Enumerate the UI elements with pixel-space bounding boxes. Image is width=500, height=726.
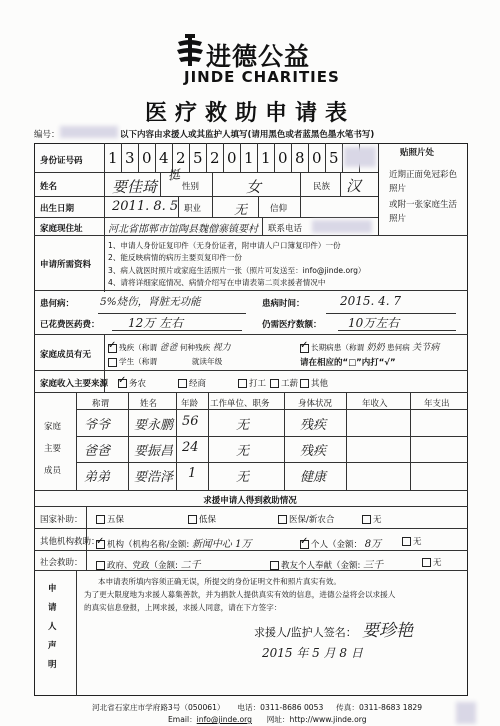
member-health: 残疾 xyxy=(300,418,327,433)
member-name: 要振昌 xyxy=(134,444,174,459)
national-aid-label: 国家补助： xyxy=(40,515,83,525)
other-none-label: 无 xyxy=(413,537,422,547)
org-name-cn: 进德公益 xyxy=(206,42,311,71)
id-digit: 0 xyxy=(312,149,322,167)
declaration-line: 的真实信息登报，上网求援，求援人同意，请在下方签字： xyxy=(84,603,282,612)
footer-site-link[interactable]: http://www.jinde.org xyxy=(289,715,367,724)
id-digit: 1 xyxy=(244,149,254,167)
illness-time-value: 2015. 4. 7 xyxy=(340,294,402,308)
min-living-checkbox[interactable] xyxy=(188,515,197,524)
footer-phone: 0311-8686 0053 xyxy=(260,703,324,712)
members-label-1: 家庭 xyxy=(44,422,62,432)
material-item: 2、能反映病情的病历主要页复印件一份 xyxy=(108,253,242,262)
school-label: 就读年级 xyxy=(191,357,223,366)
footer-email-link[interactable]: info@jinde.org xyxy=(196,715,252,724)
id-digit: 4 xyxy=(159,149,169,167)
id-digit: 1 xyxy=(261,149,271,167)
id-digit: 5 xyxy=(193,149,203,167)
other-individual-label: 个人（金额： xyxy=(311,540,363,550)
income-label: 家庭收入主要来源 xyxy=(40,379,109,389)
id-digits xyxy=(104,143,378,172)
religion-label: 信仰 xyxy=(270,204,288,214)
member-relation: 弟弟 xyxy=(84,470,111,485)
income-farming-checkbox[interactable] xyxy=(118,379,127,388)
redacted-phone xyxy=(312,220,372,233)
id-digit: 1 xyxy=(108,149,118,167)
footer-email-label: Email： xyxy=(168,715,197,724)
material-item: 3、病人就医时照片或家庭生活照片一张（照片可发送至：info@jinde.org） xyxy=(108,266,366,275)
id-overwrite: 挺 xyxy=(167,167,182,183)
income-option: 工薪 xyxy=(281,379,299,389)
social-individual-value: 三千 xyxy=(363,560,384,571)
other-aid-label: 其他机构救助： xyxy=(40,537,100,547)
gender-label: 性别 xyxy=(182,182,200,192)
member-age: 24 xyxy=(182,440,199,455)
phone-label: 联系电话 xyxy=(268,224,303,234)
disabled-type: 视力 xyxy=(212,343,231,353)
need-label: 仍需医疗数额： xyxy=(262,320,322,330)
other-org-label: 机构（机构名称/金额: xyxy=(107,540,190,550)
col-header: 工作单位、职务 xyxy=(210,399,270,409)
income-other-checkbox[interactable] xyxy=(300,379,309,388)
col-header: 年龄 xyxy=(181,399,199,409)
id-label: 身份证号码 xyxy=(40,156,83,166)
member-work: 无 xyxy=(236,418,250,433)
chronic-type-label: 患何病 xyxy=(387,343,410,352)
gender-value: 女 xyxy=(246,178,262,196)
id-digit: 8 xyxy=(295,149,305,167)
other-individual-checkbox[interactable] xyxy=(300,540,309,549)
illness-value: 5%烧伤，肾脏无功能 xyxy=(100,296,201,308)
footer-phone-label: 电话： xyxy=(237,703,261,712)
col-header: 年收入 xyxy=(362,399,388,409)
income-salary-checkbox[interactable] xyxy=(270,379,279,388)
illness-time-label: 患病时间： xyxy=(262,299,305,309)
photo-line-1: 近期正面免冠彩色 xyxy=(389,170,458,180)
member-health: 残疾 xyxy=(300,444,327,459)
chronic-type: 关节病 xyxy=(412,343,440,353)
id-digit: 0 xyxy=(278,149,288,167)
member-work: 无 xyxy=(236,444,250,459)
form-title: 医疗救助申请表 xyxy=(144,100,355,126)
disabled-type-label: 何种残疾 xyxy=(179,343,211,352)
declaration-line: 为了更大限度地为求援人募集善款，并为捐款人提供真实有效的信息，进德公益将会以求援人 xyxy=(84,590,396,599)
insurance-checkbox[interactable] xyxy=(278,515,287,524)
national-option: 五保 xyxy=(107,515,125,525)
member-name: 要浩泽 xyxy=(134,470,174,485)
income-option: 其他 xyxy=(311,379,329,389)
declaration-line: 本申请表所填内容须正确无误，所提交的身份证明文件和照片真实有效。 xyxy=(98,577,341,586)
job-value: 无 xyxy=(234,203,248,218)
member-age: 1 xyxy=(188,466,197,481)
job-label: 职业 xyxy=(184,204,202,214)
student-label: 学生（称谓 xyxy=(119,357,157,366)
footer-fax-label: 传真： xyxy=(336,703,359,712)
photo-line-4: 照片 xyxy=(389,214,407,224)
national-option: 低保 xyxy=(199,515,217,525)
member-name: 要永鹏 xyxy=(134,418,174,433)
other-org-value: 新闻中心 1万 xyxy=(191,539,252,550)
member-relation: 爸爸 xyxy=(84,444,111,459)
footer-address: 河北省石家庄市学府路3号（050061） xyxy=(92,703,225,712)
family-status-label: 家庭成员有无 xyxy=(40,350,92,360)
income-option: 打工 xyxy=(249,379,267,389)
col-header: 姓名 xyxy=(140,399,158,409)
social-gov-checkbox[interactable] xyxy=(96,561,105,570)
signature: 要珍艳 xyxy=(362,621,413,641)
national-option: 无 xyxy=(373,515,382,525)
disabled-relation: 爸爸 xyxy=(159,343,178,353)
birth-value: 2011. 8. 5 xyxy=(112,199,179,214)
social-none-checkbox[interactable] xyxy=(422,558,431,567)
chronic-checkbox[interactable] xyxy=(300,344,309,353)
id-digit: 5 xyxy=(329,149,339,167)
redacted-id-digits xyxy=(344,147,376,167)
material-item: 1、申请人身份证复印件（无身份证者，附申请人户口簿复印件）一份 xyxy=(108,241,341,250)
id-digit: 0 xyxy=(227,149,237,167)
social-aid-label: 社会救助： xyxy=(40,558,83,568)
photo-line-2: 照片 xyxy=(389,184,407,194)
photo-title: 贴照片处 xyxy=(400,148,435,158)
social-gov-value: 二千 xyxy=(180,560,201,571)
name-label: 姓名 xyxy=(40,182,58,192)
material-item: 4、请将详细家庭情况、病情介绍写在申请表第二页求援者情况中 xyxy=(108,278,326,287)
national-option: 医保/新农合 xyxy=(289,515,335,525)
org-name-en: JINDE CHARITIES xyxy=(184,68,340,86)
chronic-relation: 奶奶 xyxy=(366,343,385,353)
check-hint: 请在相应的“□”内打“√” xyxy=(300,358,396,368)
id-digit: 2 xyxy=(210,149,220,167)
declaration-label: 申请人声明 xyxy=(48,584,57,670)
national-none-checkbox[interactable] xyxy=(362,515,371,524)
other-individual-value: 8万 xyxy=(364,539,382,550)
photo-line-3: 或附一张家庭生活 xyxy=(389,200,458,210)
id-digit: 3 xyxy=(125,149,135,167)
serial-label: 编号： xyxy=(34,130,60,140)
social-individual-label: 教友个人奉献（金额: xyxy=(281,561,361,571)
member-health: 健康 xyxy=(300,470,327,485)
income-option: 务农 xyxy=(129,379,147,389)
ethnicity-label: 民族 xyxy=(313,182,331,192)
student-checkbox[interactable] xyxy=(108,358,117,367)
footer-site-label: 网址： xyxy=(266,715,290,724)
income-business-checkbox[interactable] xyxy=(178,379,187,388)
id-digit: 0 xyxy=(142,149,152,167)
id-digit: 2 xyxy=(176,149,186,167)
col-header: 称谓 xyxy=(92,399,110,409)
income-labor-checkbox[interactable] xyxy=(238,379,247,388)
five-guarantee-checkbox[interactable] xyxy=(96,515,105,524)
col-header: 身体状况 xyxy=(298,399,333,409)
address-value: 河北省邯郸市馆陶县魏僧寨镇要村 xyxy=(108,224,258,235)
redacted-serial xyxy=(60,126,118,138)
address-label: 家庭现住址 xyxy=(40,224,83,234)
social-gov-label: 政府、党政（金额: xyxy=(107,561,178,571)
col-header: 年支出 xyxy=(424,399,450,409)
signature-date: 2015 年 5 月 8 日 xyxy=(262,646,363,660)
other-none-checkbox[interactable] xyxy=(402,537,411,546)
spent-label: 已花费医药费： xyxy=(40,320,100,330)
other-org-checkbox[interactable] xyxy=(96,540,105,549)
disabled-checkbox[interactable] xyxy=(108,344,117,353)
spent-value: 12万 左右 xyxy=(128,316,184,330)
footer-fax: 0311-8683 1829 xyxy=(358,703,423,712)
aid-section-title: 求援申请人得到救助情况 xyxy=(203,496,297,506)
ethnicity-value: 汉 xyxy=(346,177,362,195)
instruction-text: 以下内容由求援人或其监护人填写(请用黑色或者蓝黑色墨水笔书写) xyxy=(120,130,375,140)
name-value: 要佳琦 xyxy=(112,178,158,196)
member-work: 无 xyxy=(236,470,250,485)
disabled-label: 残疾（称谓 xyxy=(119,343,157,352)
social-none-label: 无 xyxy=(433,558,442,568)
redacted-corner xyxy=(456,702,476,724)
materials-label: 申请所需资料 xyxy=(40,260,92,270)
member-relation: 爷爷 xyxy=(84,418,111,433)
need-value: 10万左右 xyxy=(348,316,400,330)
chronic-label: 长期病患（称谓 xyxy=(311,343,365,352)
jinde-logo-icon xyxy=(176,34,204,66)
members-label-3: 成员 xyxy=(44,466,62,476)
illness-label: 患何病： xyxy=(40,299,75,309)
birth-label: 出生日期 xyxy=(40,204,75,214)
member-age: 56 xyxy=(182,414,199,429)
income-option: 经商 xyxy=(189,379,207,389)
signature-label: 求援人/监护人签名： xyxy=(254,626,357,639)
social-individual-checkbox[interactable] xyxy=(270,561,279,570)
members-label-2: 主要 xyxy=(44,444,62,454)
